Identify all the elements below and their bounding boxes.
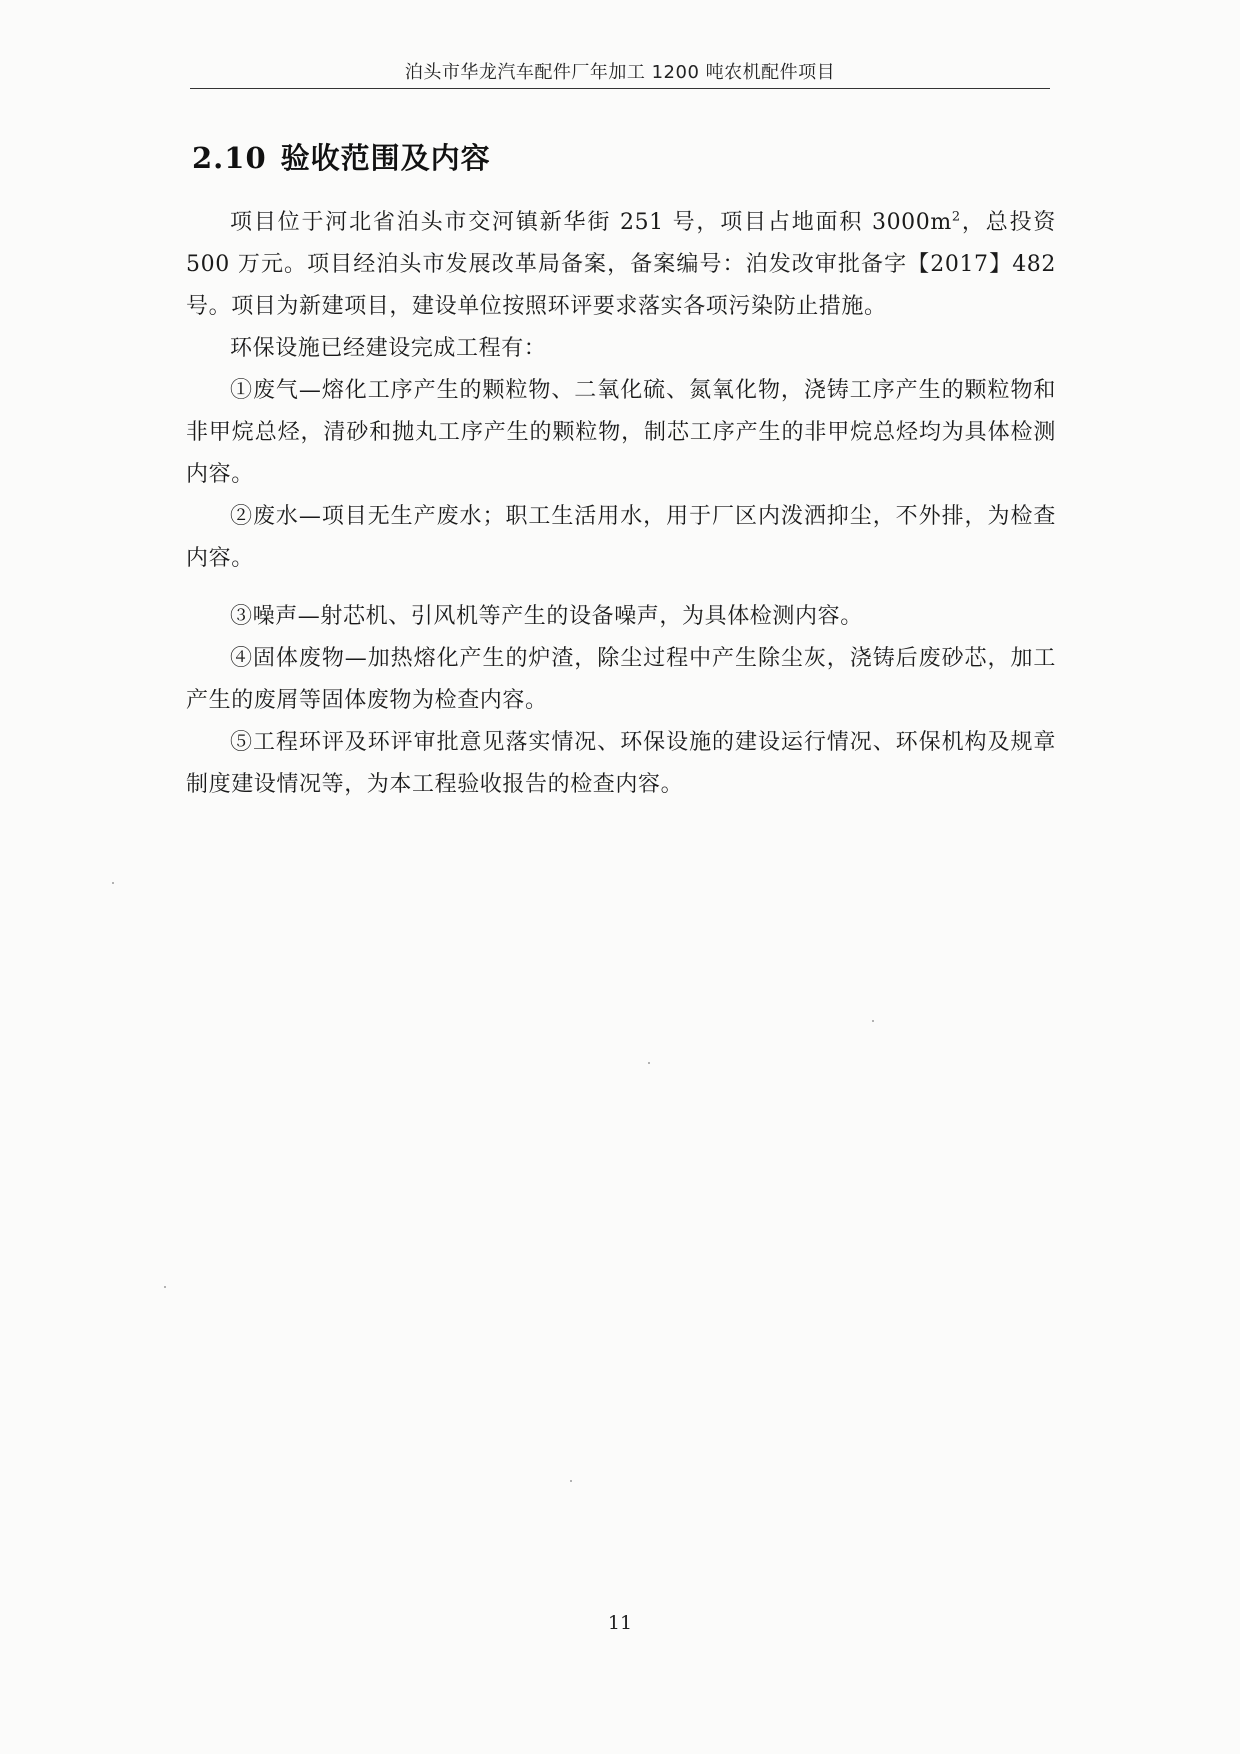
scan-speck <box>112 882 114 884</box>
running-header: 泊头市华龙汽车配件厂年加工 1200 吨农机配件项目 <box>404 62 836 83</box>
document-body <box>186 202 1056 806</box>
header-divider <box>190 88 1050 89</box>
page-number: 11 <box>607 1612 633 1634</box>
paragraph-project-overview <box>186 202 1056 328</box>
scan-speck <box>164 1286 166 1288</box>
superscript-unit: 2 <box>951 209 961 225</box>
paragraph-facilities-intro: 环保设施已经建设完成工程有： <box>230 336 547 361</box>
paragraph-text: ，总投资 500 万元。项目经泊头市发展改革局备案，备案编号：泊发改审批备字【2017】482 号。项目为新建项目，建设单位按照环评要求落实各项污染防止措施。 <box>186 210 1056 319</box>
section-title: 验收范围及内容 <box>280 141 491 175</box>
section-heading <box>192 136 491 177</box>
paragraph-management: ⑤工程环评及环评审批意见落实情况、环保设施的建设运行情况、环保机构及规章制度建设情况等，为本工程验收报告的检查内容。 <box>186 730 1056 797</box>
section-number: 2.10 <box>192 141 267 175</box>
scan-speck <box>872 1020 874 1022</box>
scan-speck <box>648 1062 650 1064</box>
paragraph-waste-water: ②废水—项目无生产废水；职工生活用水，用于厂区内泼洒抑尘，不外排，为检查内容。 <box>186 504 1056 571</box>
paragraph-solid-waste: ④固体废物—加热熔化产生的炉渣，除尘过程中产生除尘灰，浇铸后废砂芯，加工产生的废屑等固体废物为检查内容。 <box>186 646 1056 713</box>
paragraph-waste-gas: ①废气—熔化工序产生的颗粒物、二氧化硫、氮氧化物，浇铸工序产生的颗粒物和非甲烷总烃，清砂和抛丸工序产生的颗粒物，制芯工序产生的非甲烷总烃均为具体检测内容。 <box>186 378 1056 487</box>
paragraph-noise: ③噪声—射芯机、引风机等产生的设备噪声，为具体检测内容。 <box>230 604 863 629</box>
scan-speck <box>570 1480 572 1482</box>
paragraph-text: 项目位于河北省泊头市交河镇新华街 251 号，项目占地面积 3000m <box>230 210 952 235</box>
